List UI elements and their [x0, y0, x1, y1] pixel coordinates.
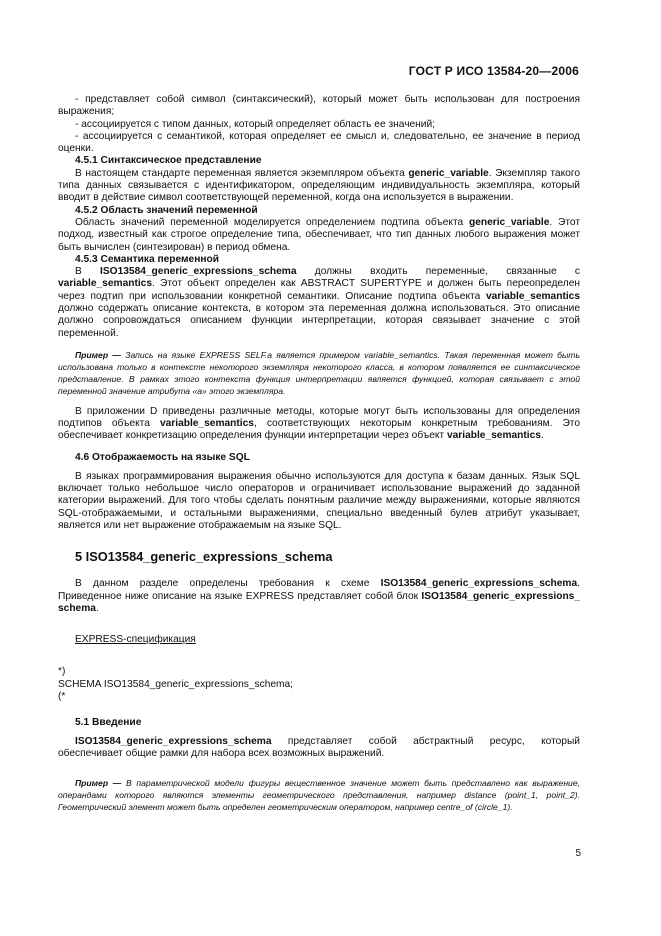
note-example-self: Пример — Запись на языке EXPRESS SELF.a является примером variable_semantics. Такая переменная может быть использована только в контексте некоторого экземпляра некоторого класса, в котором появляется ее синтаксическое представление. В рамках этого контекста функция интерпретации является функцией, которая связывает с этой переменной значение атрибута «a» этого экземпляра. [58, 349, 580, 396]
paragraph-sql: В языках программирования выражения обычно используются для доступа к базам данных. Язык SQL включает только небольшое число операторов и ограничивает использование выражений до заданной категории выражений. Для того чтобы сделать понятным различие между выражениями, которые являются SQL-отображаемыми, и остальными выражениями, специально введенный булев атрибут указывает, является или нет выражение отображаемым на языке SQL. [58, 470, 580, 531]
heading-4-5-3: 4.5.3 Семантика переменной [75, 253, 220, 265]
heading-4-6: 4.6 Отображаемость на языке SQL [75, 452, 250, 464]
heading-5: 5 ISO13584_generic_expressions_schema [75, 549, 333, 565]
code-line: SCHEMA ISO13584_generic_expressions_schema; [58, 678, 294, 690]
paragraph-syntax: В настоящем стандарте переменная является экземпляром объекта generic_variable. Экземпляр такого типа данных связывается с идентификатором, определяющим индивидуальность экземпляра, который вводит в действие символ соответствующей переменной, когда она используется в выражении. [58, 167, 580, 204]
page-content [58, 94, 580, 814]
express-spec-label: EXPRESS-спецификация [75, 634, 196, 646]
list-item-symbol: - представляет собой символ (синтаксический), который может быть использован для построения выражения; [58, 94, 580, 118]
heading-4-5-2: 4.5.2 Область значений переменной [75, 204, 258, 216]
list-item-semantics: - ассоциируется с семантикой, которая определяет ее смысл и, следовательно, ее значение в период оценки. [58, 130, 580, 155]
heading-5-1: 5.1 Введение [75, 717, 142, 729]
heading-4-5-1: 4.5.1 Синтаксическое представление [75, 155, 262, 167]
paragraph-schema-intro: В данном разделе определены требования к схеме ISO13584_generic_expressions_schema. Приведенное ниже описание на языке EXPRESS представляет собой блок ISO13584_generic_expressions_ schema. [58, 578, 580, 614]
paragraph-introduction: ISO13584_generic_expressions_schema представляет собой абстрактный ресурс, который обеспечивает общие рамки для набора всех возможных выражений. [58, 735, 580, 759]
standard-header: ГОСТ Р ИСО 13584-20—2006 [408, 64, 579, 78]
express-code [58, 666, 580, 703]
list-item-datatype: - ассоциируется с типом данных, который определяет область ее значений; [75, 118, 436, 130]
code-line: (* [58, 691, 66, 703]
paragraph-domain: Область значений переменной моделируется определением подтипа объекта generic_variable. Этот подход, известный как строгое определение типа, обеспечивает, что тип данных любого выражения может быть вычислен (синтезирован) в период обмена. [58, 216, 580, 253]
code-line: *) [58, 666, 66, 678]
page-number: 5 [575, 848, 581, 859]
paragraph-annex-d: В приложении D приведены различные методы, которые могут быть использованы для определения подтипов объекта variable_semantics, соответствующих некоторым конкретным требованиям. Это обеспечивает конкретизацию определения функции интерпретации через объект variable_semantics. [58, 405, 581, 442]
note-example-parametric: Пример — В параметрической модели фигуры вещественное значение может быть представлено как выражение, операндами которого являются элементы геометрического представления, например distance (point_1, point_2). Геометрический элемент может быть определен геометрическим оператором, например centre_of (circle_1). [58, 778, 581, 813]
paragraph-semantics: В ISO13584_generic_expressions_schema должны входить переменные, связанные с variable_semantics. Этот объект определен как ABSTRACT SUPERTYPE и должен быть переопределен через подтип при использовании конкретной семантики. Описание подтипа объекта variable_semantics должно содержать описание контекста, в котором эта переменная должна использоваться. Это описание должно сопровождаться описанием функции интерпретации, которая связывает значение с этой переменной. [58, 266, 580, 339]
